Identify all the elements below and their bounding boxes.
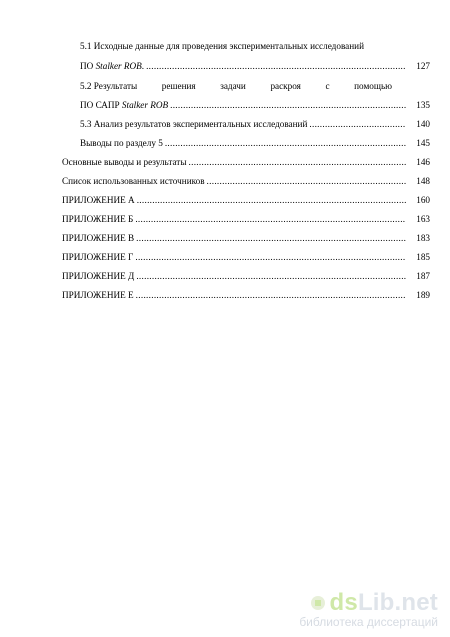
toc-page-number: 187 <box>416 271 430 281</box>
toc-page-number: 189 <box>416 290 430 300</box>
toc-entry-appendix-a[interactable]: ПРИЛОЖЕНИЕ А ..... 160 <box>62 194 430 206</box>
toc-entry-5-3[interactable]: 5.3 Анализ результатов экспериментальных исследований ..... 140 <box>80 118 430 130</box>
toc-leader-dots <box>165 137 406 149</box>
toc-entry-5-1[interactable]: ПО Stalker ROB. ..... 127 <box>80 60 430 72</box>
toc-leader-dots <box>189 156 407 168</box>
toc-leader-dots <box>146 60 406 72</box>
toc-leader-dots <box>136 232 406 244</box>
toc-page-number: 140 <box>416 119 430 129</box>
toc-leader-dots <box>136 270 406 282</box>
toc-page-number: 185 <box>416 252 430 262</box>
toc-page-number: 145 <box>416 138 430 148</box>
toc-page-number: 148 <box>416 176 430 186</box>
watermark <box>258 589 438 629</box>
watermark-subtitle: библиотека диссертаций <box>299 615 438 629</box>
toc-entry-appendix-b[interactable]: ПРИЛОЖЕНИЕ Б ..... 163 <box>62 213 430 225</box>
toc-leader-dots <box>136 289 406 301</box>
toc-entry-appendix-e[interactable]: ПРИЛОЖЕНИЕ Е ..... 189 <box>62 289 430 301</box>
justified-line: 5.2 Результаты решения задачи раскроя с помощью <box>80 81 392 91</box>
dslib-logo-icon <box>310 595 326 611</box>
toc-leader-dots <box>207 175 406 187</box>
toc-entry-5-2[interactable]: ПО САПР Stalker ROB ..... 135 <box>80 99 430 111</box>
toc-leader-dots <box>135 213 406 225</box>
toc-page-number: 160 <box>416 195 430 205</box>
toc-page-number: 127 <box>416 61 430 71</box>
toc-leader-dots <box>170 99 406 111</box>
toc-page-number: 183 <box>416 233 430 243</box>
toc-entry-appendix-d[interactable]: ПРИЛОЖЕНИЕ Д ..... 187 <box>62 270 430 282</box>
toc-entry-5-2-line1 <box>80 80 430 92</box>
toc-leader-dots <box>309 118 406 130</box>
toc-page-number: 135 <box>416 100 430 110</box>
toc-leader-dots <box>137 194 406 206</box>
toc-entry-section-5-conclusions[interactable]: Выводы по разделу 5 ..... 145 <box>80 137 430 149</box>
toc-entry-5-1-line1: 5.1 Исходные данные для проведения экспериментальных исследований <box>80 41 364 51</box>
toc-page-number: 146 <box>416 157 430 167</box>
toc-entry-appendix-g[interactable]: ПРИЛОЖЕНИЕ Г ..... 185 <box>62 251 430 263</box>
toc-entry-main-conclusions[interactable]: Основные выводы и результаты ..... 146 <box>62 156 430 168</box>
toc-entry-references[interactable]: Список использованных источников ..... 148 <box>62 175 430 187</box>
toc-entry-appendix-v[interactable]: ПРИЛОЖЕНИЕ В ..... 183 <box>62 232 430 244</box>
watermark-logo: dsLib.net <box>329 589 438 616</box>
toc-leader-dots <box>135 251 406 263</box>
toc-page-number: 163 <box>416 214 430 224</box>
